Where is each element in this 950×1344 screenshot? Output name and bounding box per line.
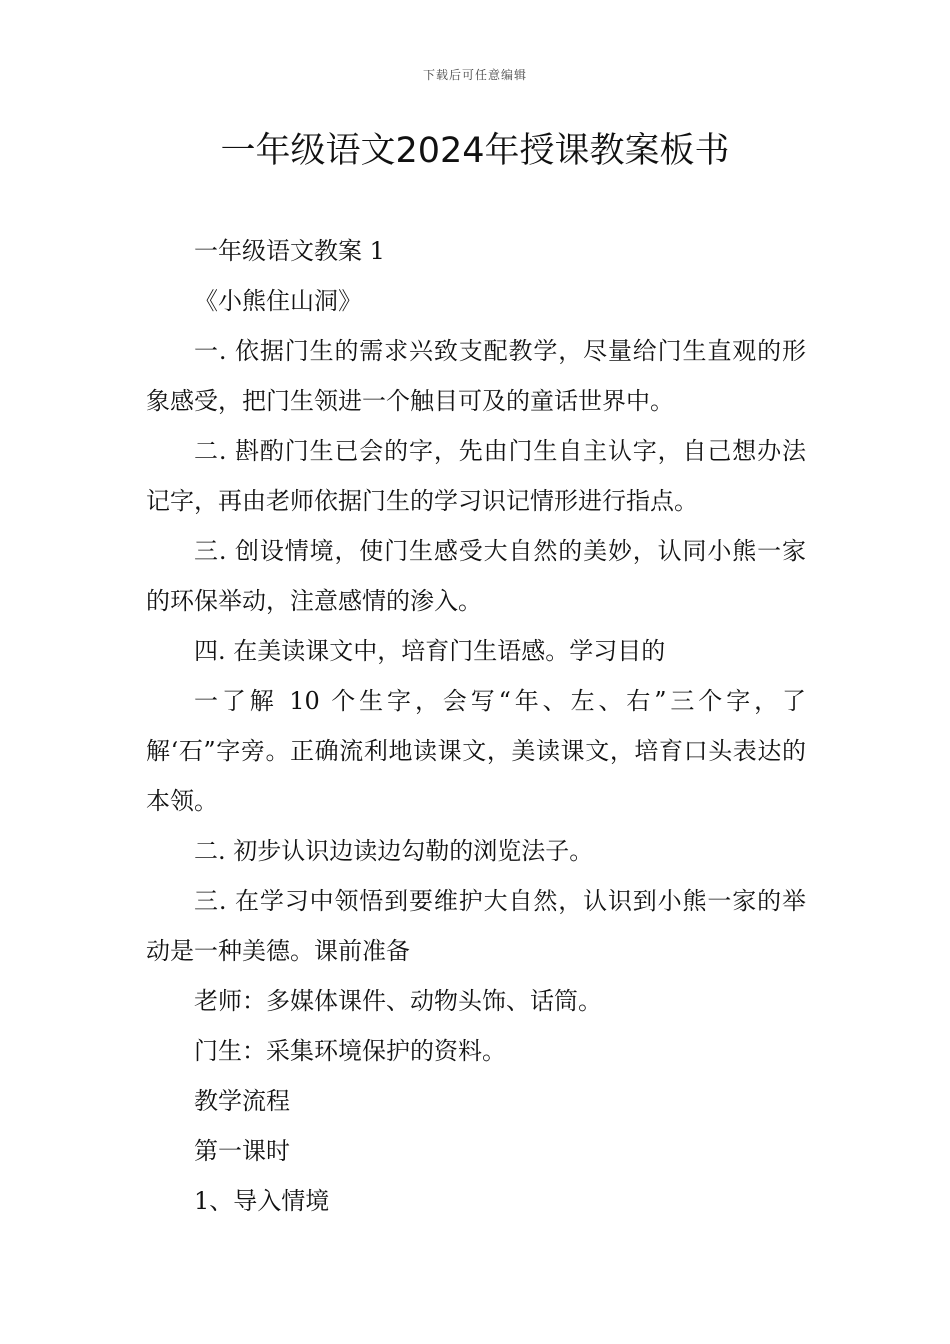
paragraph-point-4: 四. 在美读课文中，培育门生语感。学习目的 [194,637,666,665]
document-title: 一年级语文2024年授课教案板书 [220,131,730,171]
paragraph-goal-3: 三. 在学习中领悟到要维护大自然，认识到小熊一家的举动是一种美德。课前准备 [146,887,806,965]
paragraph-goal-2: 二. 初步认识边读边勾勒的浏览法子。 [194,837,594,865]
paragraph-teacher-prep: 老师：多媒体课件、动物头饰、话筒。 [194,987,602,1015]
document-body [146,226,806,1226]
paragraph-point-1: 一. 依据门生的需求兴致支配教学，尽量给门生直观的形象感受，把门生领进一个触目可及的童话世界中。 [146,337,806,415]
header-note: 下载后可任意编辑 [422,68,527,82]
paragraph-goal-1: 一了解 10 个生字，会写“年、左、右”三个字，了解‘石”字旁。正确流利地读课文，美读课文，培育口头表达的本领。 [146,687,806,815]
paragraph-point-3: 三. 创设情境，使门生感受大自然的美妙，认同小熊一家的环保举动，注意感情的渗入。 [146,537,806,615]
paragraph-point-2: 二. 斟酌门生已会的字，先由门生自主认字，自己想办法记字，再由老师依据门生的学习识记情形进行指点。 [146,437,806,515]
paragraph-lesson-title: 《小熊住山洞》 [194,287,362,315]
paragraph-lesson-heading: 一年级语文教案 1 [194,237,385,265]
paragraph-first-period: 第一课时 [194,1137,290,1165]
paragraph-process-heading: 教学流程 [194,1087,290,1115]
paragraph-step-1: 1、导入情境 [194,1187,330,1215]
paragraph-student-prep: 门生：采集环境保护的资料。 [194,1037,506,1065]
